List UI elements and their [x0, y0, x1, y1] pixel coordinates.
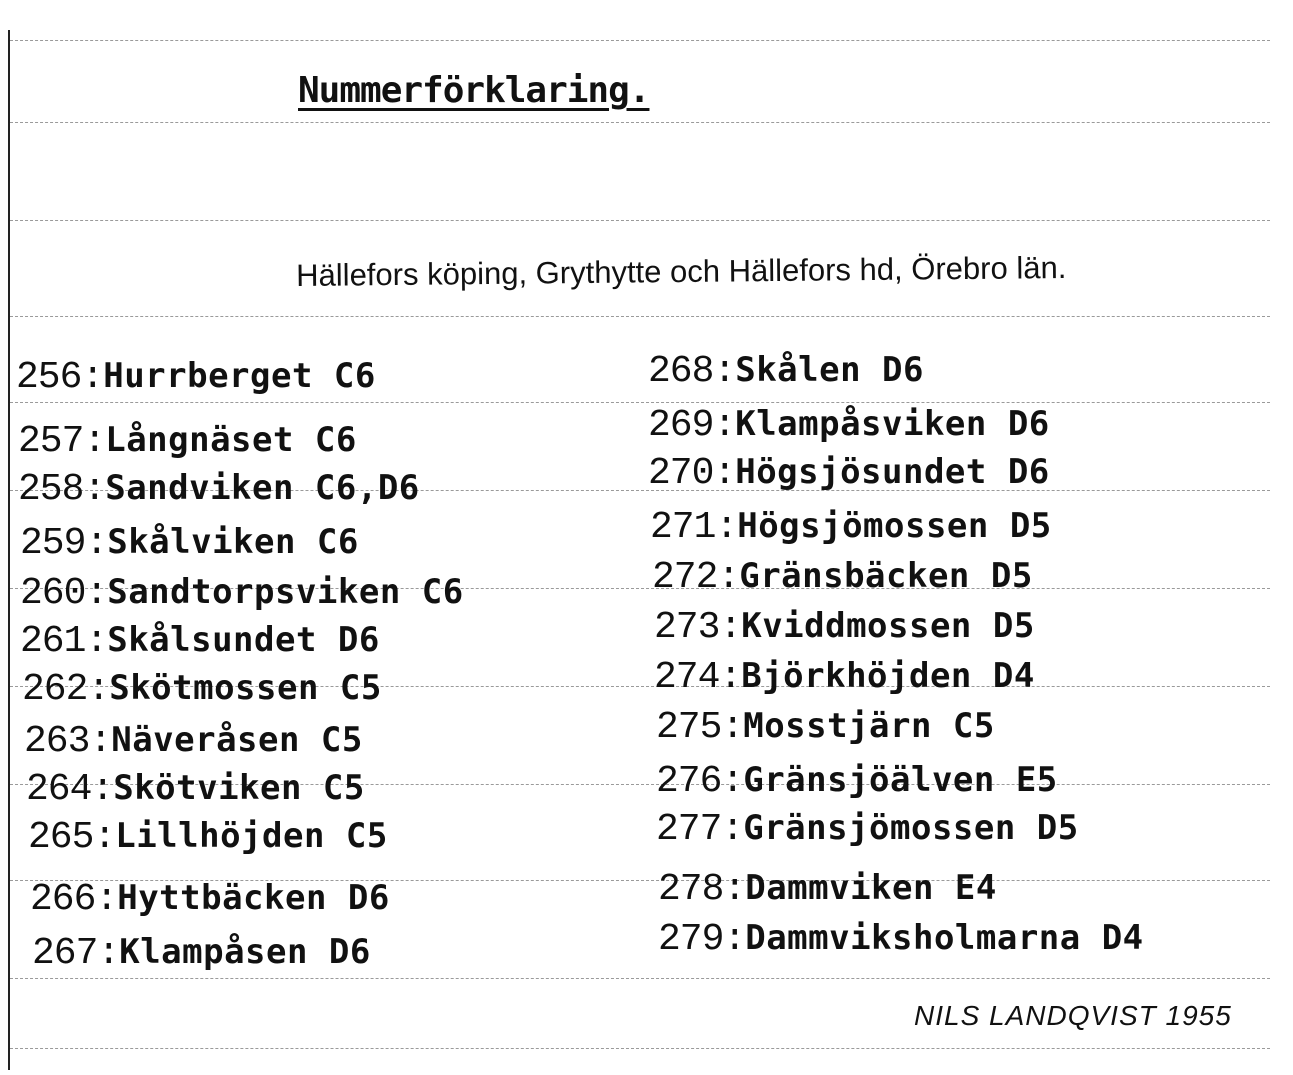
entry-number: 278:: [658, 868, 746, 911]
entry-number: 257:: [18, 420, 106, 463]
entry-text: Näveråsen C5: [111, 720, 363, 760]
list-item: [652, 556, 1033, 599]
list-item: [658, 918, 1144, 961]
entry-number: 273:: [654, 606, 742, 649]
entry-number: 269:: [648, 404, 736, 447]
list-item: [22, 668, 382, 711]
entry-text: Klampåsen D6: [119, 932, 371, 972]
entry-text: Högsjömossen D5: [737, 506, 1052, 546]
entry-text: Skötmossen C5: [109, 668, 382, 708]
entry-text: Gränsjömossen D5: [743, 808, 1079, 848]
ruled-line: [10, 978, 1270, 979]
ruled-line: [10, 1048, 1270, 1049]
entry-number: 275:: [656, 706, 744, 749]
list-item: [648, 452, 1050, 495]
entry-text: Gränsjöälven E5: [743, 760, 1058, 800]
list-item: [658, 868, 997, 911]
entry-number: 265:: [28, 816, 116, 859]
list-item: [30, 878, 390, 921]
list-item: [654, 656, 1035, 699]
list-item: [656, 706, 995, 749]
margin-line: [8, 30, 10, 1070]
entry-text: Kviddmossen D5: [741, 606, 1035, 646]
entry-text: Sandtorpsviken C6: [107, 572, 464, 612]
entry-text: Björkhöjden D4: [741, 656, 1035, 696]
ruled-line: [10, 316, 1270, 317]
list-item: [24, 720, 363, 763]
document-subtitle: Hällefors köping, Grythytte och Hällefors hd, Örebro län.: [296, 249, 1067, 293]
list-item: [650, 506, 1052, 549]
list-item: [32, 932, 371, 975]
list-item: [20, 620, 380, 663]
entry-number: 264:: [26, 768, 114, 811]
list-item: [16, 356, 376, 399]
entry-number: 276:: [656, 760, 744, 803]
entry-number: 270:: [648, 452, 736, 495]
entry-number: 279:: [658, 918, 746, 961]
ruled-line: [10, 40, 1270, 41]
list-item: [26, 768, 365, 811]
entry-number: 268:: [648, 350, 736, 393]
entry-text: Skötviken C5: [113, 768, 365, 808]
entry-number: 266:: [30, 878, 118, 921]
entry-text: Lillhöjden C5: [115, 816, 388, 856]
entry-number: 277:: [656, 808, 744, 851]
entry-number: 267:: [32, 932, 120, 975]
entry-number: 271:: [650, 506, 738, 549]
entry-text: Dammviken E4: [745, 868, 997, 908]
entry-text: Hurrberget C6: [103, 356, 376, 396]
entry-number: 258:: [18, 468, 106, 511]
list-item: [18, 468, 420, 511]
entry-text: Gränsbäcken D5: [739, 556, 1033, 596]
list-item: [656, 808, 1079, 851]
entry-text: Mosstjärn C5: [743, 706, 995, 746]
entry-number: 256:: [16, 356, 104, 399]
entry-number: 262:: [22, 668, 110, 711]
ruled-line: [10, 122, 1270, 123]
list-item: [18, 420, 357, 463]
document-title: Nummerförklaring.: [298, 70, 650, 111]
list-item: [648, 404, 1050, 447]
signature: NILS LANDQVIST 1955: [914, 1000, 1232, 1031]
list-item: [648, 350, 924, 393]
entry-text: Högsjösundet D6: [735, 452, 1050, 492]
entry-text: Skålviken C6: [107, 522, 359, 562]
list-item: [28, 816, 388, 859]
entry-text: Klampåsviken D6: [735, 404, 1050, 444]
entry-number: 261:: [20, 620, 108, 663]
entry-number: 274:: [654, 656, 742, 699]
entry-text: Sandviken C6,D6: [105, 468, 420, 508]
entry-number: 272:: [652, 556, 740, 599]
entry-number: 259:: [20, 522, 108, 565]
list-item: [20, 522, 359, 565]
list-item: [654, 606, 1035, 649]
ruled-line: [10, 402, 1270, 403]
entry-number: 263:: [24, 720, 112, 763]
list-item: [656, 760, 1058, 803]
entry-text: Hyttbäcken D6: [117, 878, 390, 918]
entry-text: Dammviksholmarna D4: [745, 918, 1144, 958]
entry-text: Skålsundet D6: [107, 620, 380, 660]
list-item: [20, 572, 464, 615]
entry-number: 260:: [20, 572, 108, 615]
entry-text: Långnäset C6: [105, 420, 357, 460]
ruled-line: [10, 220, 1270, 221]
entry-text: Skålen D6: [735, 350, 924, 390]
